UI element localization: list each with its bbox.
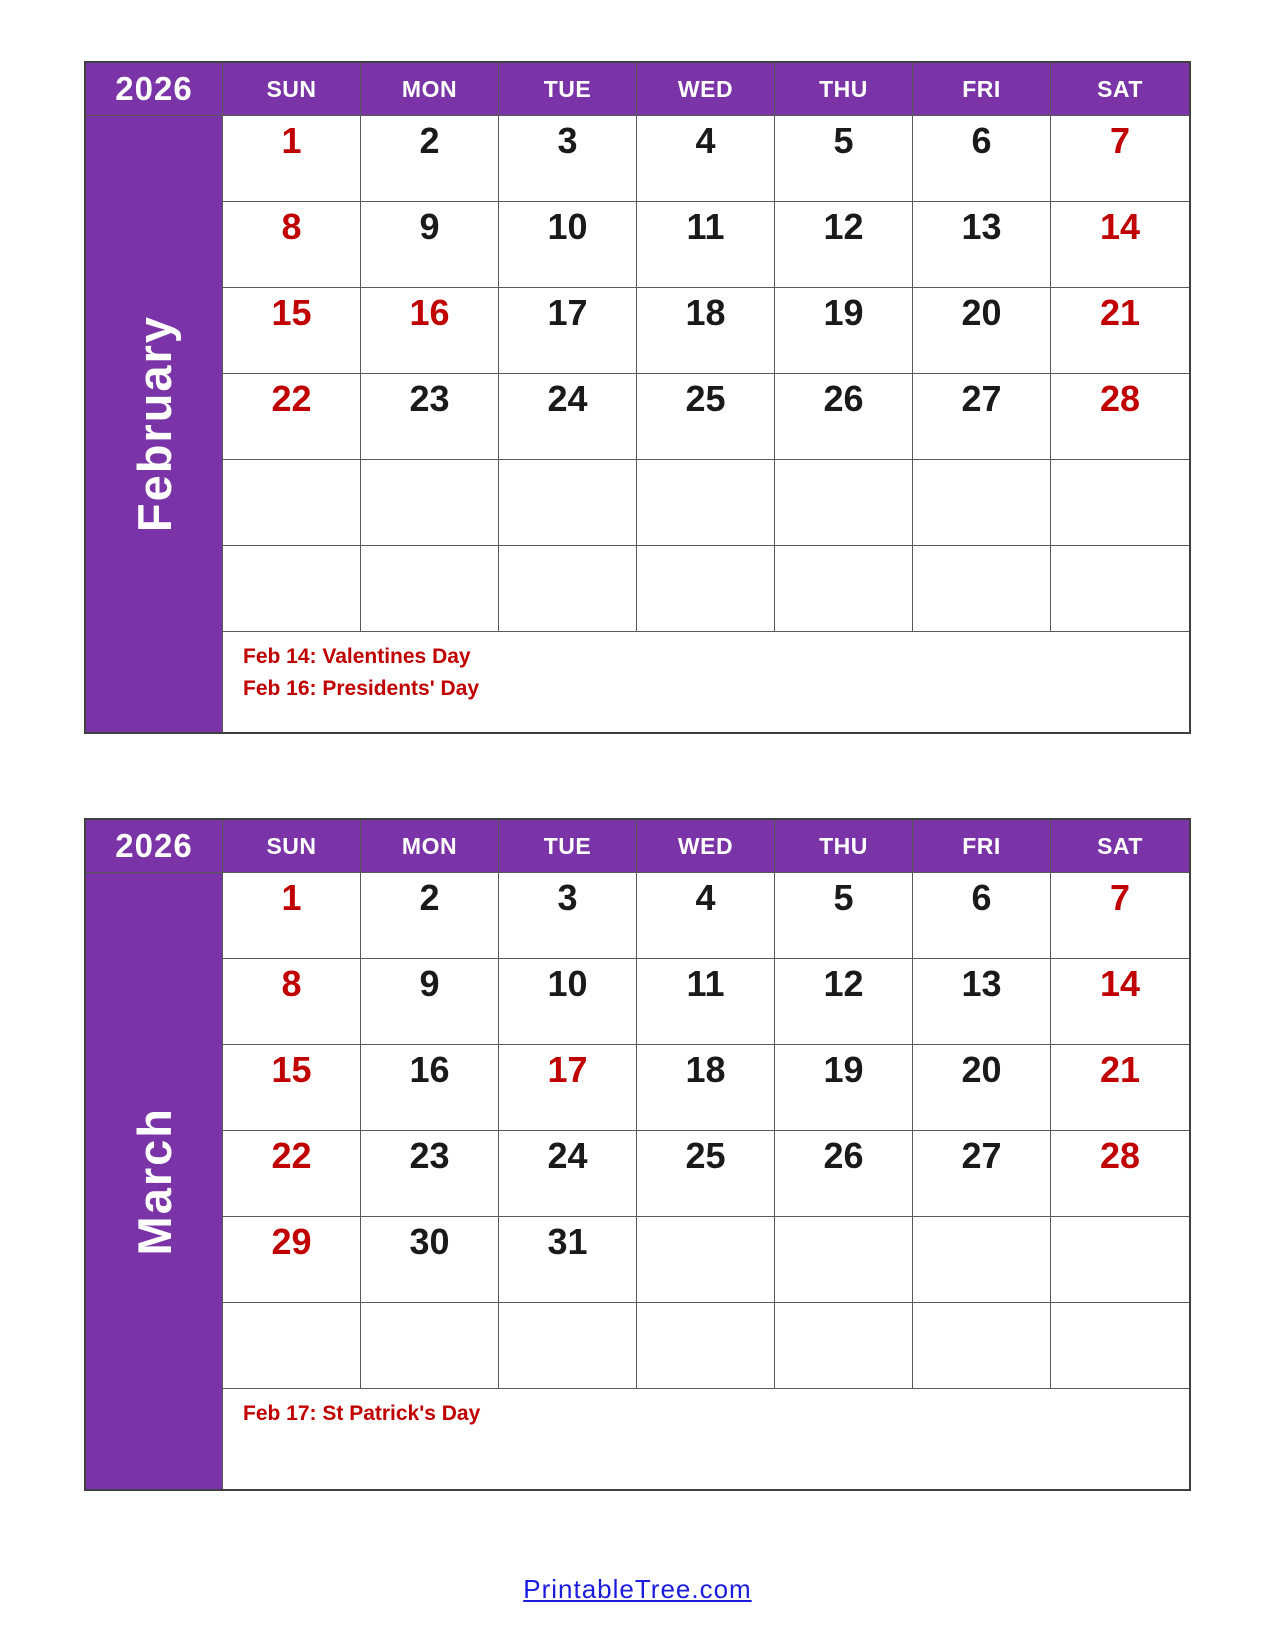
date-cell-february-28: 28 (1051, 374, 1189, 460)
holiday-note: Feb 14: Valentines Day (243, 645, 471, 668)
day-header-fri: FRI (913, 820, 1051, 873)
date-cell-march-29: 29 (223, 1217, 361, 1303)
date-cell-march-13: 13 (913, 959, 1051, 1045)
date-cell-february-27: 27 (913, 374, 1051, 460)
day-header-sat: SAT (1051, 63, 1189, 116)
date-cell-march-18: 18 (637, 1045, 775, 1131)
date-cell-february-3: 3 (499, 116, 637, 202)
date-cell-march-31: 31 (499, 1217, 637, 1303)
date-cell-empty (775, 1217, 913, 1303)
date-cell-february-15: 15 (223, 288, 361, 374)
day-header-thu: THU (775, 63, 913, 116)
date-cell-empty (637, 546, 775, 632)
date-cell-february-17: 17 (499, 288, 637, 374)
date-cell-march-27: 27 (913, 1131, 1051, 1217)
date-cell-empty (361, 1303, 499, 1389)
day-header-wed: WED (637, 820, 775, 873)
calendar-grid (84, 818, 1191, 1491)
calendar-march (84, 818, 1191, 1491)
date-cell-february-26: 26 (775, 374, 913, 460)
day-header-sun: SUN (223, 63, 361, 116)
date-cell-february-11: 11 (637, 202, 775, 288)
date-cell-march-5: 5 (775, 873, 913, 959)
date-cell-february-4: 4 (637, 116, 775, 202)
date-cell-empty (913, 1303, 1051, 1389)
date-cell-march-16: 16 (361, 1045, 499, 1131)
date-cell-february-20: 20 (913, 288, 1051, 374)
date-cell-empty (361, 546, 499, 632)
date-cell-empty (1051, 546, 1189, 632)
holiday-notes (223, 632, 1189, 732)
date-cell-february-1: 1 (223, 116, 361, 202)
calendar-grid (84, 61, 1191, 734)
date-cell-empty (499, 460, 637, 546)
holiday-note: Feb 16: Presidents' Day (243, 676, 480, 700)
date-cell-empty (499, 1303, 637, 1389)
calendar-february (84, 61, 1191, 734)
date-cell-empty (913, 460, 1051, 546)
date-cell-march-26: 26 (775, 1131, 913, 1217)
date-cell-february-5: 5 (775, 116, 913, 202)
date-cell-march-4: 4 (637, 873, 775, 959)
month-label: February (127, 315, 181, 533)
date-cell-march-14: 14 (1051, 959, 1189, 1045)
date-cell-february-2: 2 (361, 116, 499, 202)
date-cell-march-20: 20 (913, 1045, 1051, 1131)
date-cell-march-11: 11 (637, 959, 775, 1045)
date-cell-march-30: 30 (361, 1217, 499, 1303)
date-cell-march-25: 25 (637, 1131, 775, 1217)
date-cell-empty (1051, 1303, 1189, 1389)
date-cell-march-24: 24 (499, 1131, 637, 1217)
date-cell-february-7: 7 (1051, 116, 1189, 202)
date-cell-march-7: 7 (1051, 873, 1189, 959)
date-cell-empty (223, 1303, 361, 1389)
year-label: 2026 (86, 63, 223, 116)
day-header-wed: WED (637, 63, 775, 116)
date-cell-empty (637, 460, 775, 546)
date-cell-march-28: 28 (1051, 1131, 1189, 1217)
day-header-mon: MON (361, 63, 499, 116)
date-cell-february-6: 6 (913, 116, 1051, 202)
date-cell-march-22: 22 (223, 1131, 361, 1217)
date-cell-march-10: 10 (499, 959, 637, 1045)
date-cell-february-9: 9 (361, 202, 499, 288)
page-footer (0, 1574, 1275, 1605)
year-label: 2026 (86, 820, 223, 873)
date-cell-february-18: 18 (637, 288, 775, 374)
date-cell-empty (637, 1217, 775, 1303)
date-cell-march-15: 15 (223, 1045, 361, 1131)
date-cell-empty (223, 546, 361, 632)
day-header-sun: SUN (223, 820, 361, 873)
day-header-fri: FRI (913, 63, 1051, 116)
date-cell-march-6: 6 (913, 873, 1051, 959)
date-cell-empty (775, 546, 913, 632)
holiday-note: Feb 17: St Patrick's Day (243, 1402, 481, 1425)
date-cell-february-13: 13 (913, 202, 1051, 288)
date-cell-empty (775, 1303, 913, 1389)
date-cell-february-14: 14 (1051, 202, 1189, 288)
date-cell-march-8: 8 (223, 959, 361, 1045)
date-cell-empty (637, 1303, 775, 1389)
date-cell-march-19: 19 (775, 1045, 913, 1131)
month-sidebar (86, 873, 223, 1489)
date-cell-february-22: 22 (223, 374, 361, 460)
date-cell-march-2: 2 (361, 873, 499, 959)
date-cell-empty (1051, 1217, 1189, 1303)
date-cell-empty (499, 546, 637, 632)
date-cell-empty (1051, 460, 1189, 546)
day-header-sat: SAT (1051, 820, 1189, 873)
date-cell-february-8: 8 (223, 202, 361, 288)
holiday-notes (223, 1389, 1189, 1489)
date-cell-february-16: 16 (361, 288, 499, 374)
date-cell-empty (223, 460, 361, 546)
date-cell-february-24: 24 (499, 374, 637, 460)
date-cell-march-12: 12 (775, 959, 913, 1045)
date-cell-empty (913, 546, 1051, 632)
date-cell-empty (913, 1217, 1051, 1303)
date-cell-february-10: 10 (499, 202, 637, 288)
date-cell-march-1: 1 (223, 873, 361, 959)
date-cell-empty (775, 460, 913, 546)
date-cell-march-23: 23 (361, 1131, 499, 1217)
date-cell-march-17: 17 (499, 1045, 637, 1131)
day-header-tue: TUE (499, 63, 637, 116)
date-cell-february-23: 23 (361, 374, 499, 460)
date-cell-march-3: 3 (499, 873, 637, 959)
date-cell-february-21: 21 (1051, 288, 1189, 374)
day-header-mon: MON (361, 820, 499, 873)
month-label: March (127, 1106, 181, 1256)
date-cell-february-19: 19 (775, 288, 913, 374)
date-cell-march-9: 9 (361, 959, 499, 1045)
printabletree-link[interactable]: PrintableTree.com (523, 1574, 752, 1604)
day-header-tue: TUE (499, 820, 637, 873)
date-cell-february-25: 25 (637, 374, 775, 460)
date-cell-march-21: 21 (1051, 1045, 1189, 1131)
day-header-thu: THU (775, 820, 913, 873)
month-sidebar (86, 116, 223, 732)
date-cell-february-12: 12 (775, 202, 913, 288)
date-cell-empty (361, 460, 499, 546)
